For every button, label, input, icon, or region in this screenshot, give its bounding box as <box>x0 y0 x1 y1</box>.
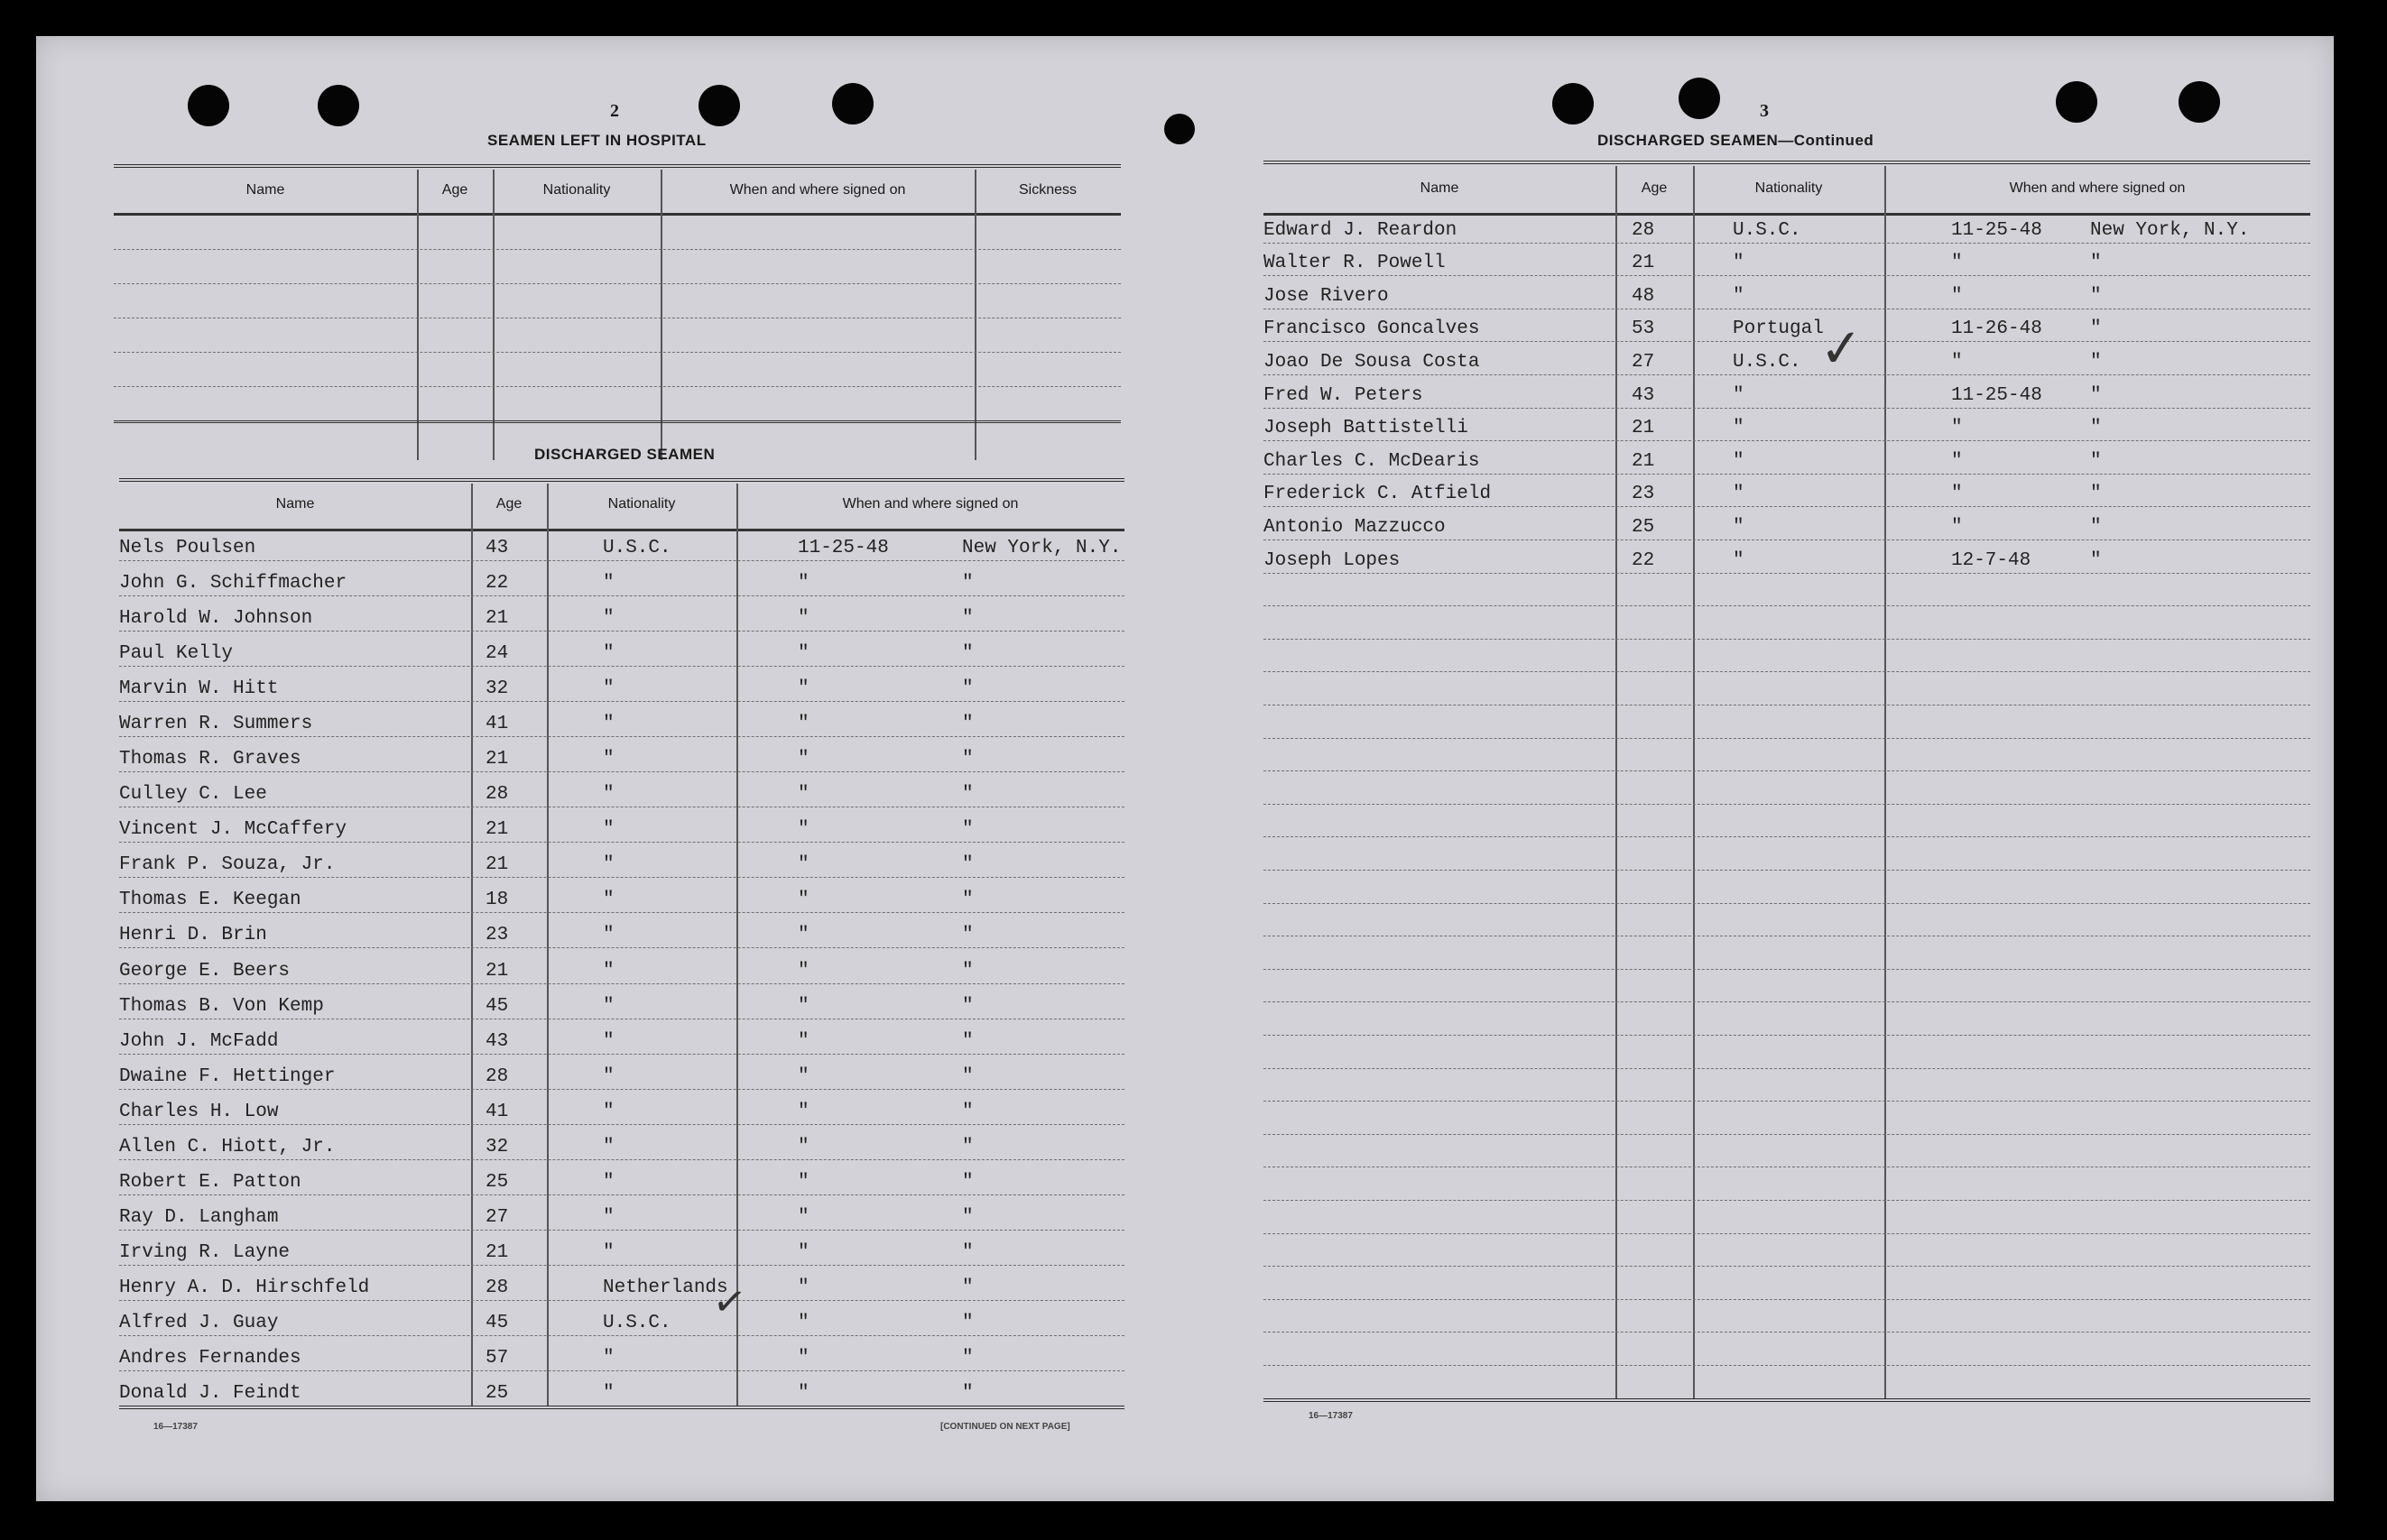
header-age: Age <box>495 496 523 512</box>
signed-on-place: New York, N.Y. <box>2090 219 2250 241</box>
seaman-age: 24 <box>486 643 509 665</box>
signed-on-date: " <box>798 1101 810 1122</box>
header-signed-on: When and where signed on <box>729 182 906 198</box>
table-row <box>119 1265 1124 1301</box>
seaman-age: 27 <box>1632 351 1655 373</box>
seaman-age: 21 <box>486 1241 509 1263</box>
table-row <box>119 842 1124 878</box>
seaman-nationality: U.S.C. <box>1733 351 1801 373</box>
seaman-nationality: " <box>603 714 615 735</box>
signed-on-place: New York, N.Y. <box>962 538 1122 559</box>
signed-on-date: " <box>798 854 810 876</box>
signed-on-place: " <box>962 1277 974 1298</box>
table-row <box>1263 836 2310 871</box>
signed-on-place: " <box>2090 285 2102 307</box>
seaman-age: 32 <box>486 678 509 700</box>
check-mark: ✓ <box>709 1277 750 1328</box>
seaman-name: Allen C. Hiott, Jr. <box>119 1136 336 1157</box>
seaman-age: 25 <box>1632 516 1655 538</box>
seaman-age: 22 <box>1632 549 1655 571</box>
table-row <box>1263 804 2310 838</box>
seaman-age: 21 <box>1632 450 1655 472</box>
seaman-name: Thomas E. Keegan <box>119 890 301 911</box>
seaman-name: Joseph Battistelli <box>1263 418 1468 439</box>
seaman-nationality: " <box>603 643 615 665</box>
seaman-name: John G. Schiffmacher <box>119 573 347 595</box>
table-row <box>1263 969 2310 1003</box>
table-row <box>1263 1233 2310 1268</box>
seaman-age: 43 <box>486 1030 509 1052</box>
signed-on-date: " <box>798 1136 810 1157</box>
hospital-table <box>114 164 1121 462</box>
table-row <box>1263 770 2310 805</box>
signed-on-date: " <box>798 1206 810 1228</box>
table-row <box>119 1370 1124 1406</box>
discharged-table-right <box>1263 161 2310 1442</box>
seaman-name: Joao De Sousa Costa <box>1263 351 1480 373</box>
seaman-age: 28 <box>486 1277 509 1298</box>
punch-hole <box>2056 81 2097 123</box>
signed-on-place: " <box>962 714 974 735</box>
seaman-nationality: " <box>603 1347 615 1369</box>
signed-on-place: " <box>962 1171 974 1193</box>
signed-on-date: " <box>798 678 810 700</box>
signed-on-place: " <box>962 925 974 946</box>
signed-on-date: " <box>1951 351 1963 373</box>
seaman-name: Dwaine F. Hettinger <box>119 1065 336 1087</box>
page-number-left: 2 <box>610 101 619 121</box>
seaman-name: Charles C. McDearis <box>1263 450 1480 472</box>
seaman-nationality: U.S.C. <box>603 1312 671 1333</box>
seaman-nationality: " <box>603 1241 615 1263</box>
table-row <box>1263 243 2310 277</box>
header-nationality: Nationality <box>1754 180 1823 196</box>
seaman-age: 43 <box>1632 384 1655 406</box>
seaman-name: Robert E. Patton <box>119 1171 301 1193</box>
signed-on-date: 11-25-48 <box>1951 219 2042 241</box>
seaman-nationality: Netherlands <box>603 1277 728 1298</box>
seaman-name: Vincent J. McCaffery <box>119 819 347 841</box>
table-row <box>119 1019 1124 1055</box>
seaman-nationality: " <box>603 1206 615 1228</box>
seaman-name: Donald J. Feindt <box>119 1382 301 1404</box>
signed-on-date: " <box>798 643 810 665</box>
signed-on-place: " <box>962 608 974 630</box>
seaman-nationality: U.S.C. <box>603 538 671 559</box>
seaman-age: 21 <box>486 960 509 982</box>
seaman-age: 45 <box>486 995 509 1017</box>
table-row <box>1263 738 2310 772</box>
punch-hole <box>1679 78 1720 119</box>
table-row <box>119 631 1124 667</box>
table-row <box>1263 1068 2310 1102</box>
header-name: Name <box>1420 180 1459 196</box>
signed-on-date: 11-25-48 <box>1951 384 2042 406</box>
header-age: Age <box>441 182 468 198</box>
seaman-name: Frederick C. Atfield <box>1263 484 1492 505</box>
table-row <box>1263 506 2310 540</box>
seaman-nationality: " <box>1733 516 1744 538</box>
table-row <box>119 560 1124 596</box>
seaman-nationality: " <box>1733 484 1744 505</box>
seaman-nationality: " <box>603 784 615 806</box>
seaman-name: Charles H. Low <box>119 1101 279 1122</box>
signed-on-date: " <box>1951 484 1963 505</box>
table-row <box>1263 374 2310 409</box>
table-row <box>119 1300 1124 1336</box>
seaman-name: Fred W. Peters <box>1263 384 1423 406</box>
seaman-age: 25 <box>486 1171 509 1193</box>
seaman-nationality: " <box>1733 253 1744 274</box>
seaman-name: Warren R. Summers <box>119 714 313 735</box>
seaman-age: 41 <box>486 1101 509 1122</box>
table-row <box>1263 1299 2310 1333</box>
discharged-title-left: DISCHARGED SEAMEN <box>534 446 716 463</box>
signed-on-place: " <box>962 819 974 841</box>
signed-on-place: " <box>962 643 974 665</box>
table-row <box>1263 671 2310 705</box>
seaman-age: 21 <box>486 819 509 841</box>
seaman-name: Frank P. Souza, Jr. <box>119 854 336 876</box>
form-number-right: 16—17387 <box>1309 1411 1353 1421</box>
signed-on-place: " <box>962 573 974 595</box>
table-row <box>1263 1266 2310 1300</box>
table-row <box>1263 705 2310 739</box>
seaman-nationality: " <box>603 608 615 630</box>
hospital-title: SEAMEN LEFT IN HOSPITAL <box>487 132 707 149</box>
seaman-age: 57 <box>486 1347 509 1369</box>
punch-hole <box>1552 83 1594 124</box>
seaman-age: 21 <box>486 854 509 876</box>
signed-on-date: " <box>798 1030 810 1052</box>
seaman-name: Paul Kelly <box>119 643 234 665</box>
signed-on-date: " <box>798 573 810 595</box>
header-nationality: Nationality <box>607 496 676 512</box>
seaman-age: 48 <box>1632 285 1655 307</box>
signed-on-place: " <box>962 1065 974 1087</box>
table-row <box>119 807 1124 843</box>
table-row <box>119 1230 1124 1266</box>
seaman-name: Walter R. Powell <box>1263 253 1446 274</box>
seaman-nationality: " <box>1733 549 1744 571</box>
signed-on-date: 12-7-48 <box>1951 549 2031 571</box>
signed-on-date: 11-25-48 <box>798 538 889 559</box>
signed-on-place: " <box>2090 516 2102 538</box>
signed-on-place: " <box>2090 384 2102 406</box>
signed-on-date: " <box>798 925 810 946</box>
form-number-left: 16—17387 <box>153 1422 198 1432</box>
seaman-age: 21 <box>1632 418 1655 439</box>
table-row <box>119 877 1124 913</box>
seaman-nationality: " <box>603 1171 615 1193</box>
signed-on-date: " <box>1951 285 1963 307</box>
seaman-name: Henry A. D. Hirschfeld <box>119 1277 370 1298</box>
check-mark: ✓ <box>1817 316 1865 381</box>
seaman-nationality: " <box>603 1065 615 1087</box>
signed-on-place: " <box>2090 318 2102 340</box>
signed-on-place: " <box>962 1206 974 1228</box>
seaman-name: Culley C. Lee <box>119 784 267 806</box>
table-row <box>1263 209 2310 244</box>
seaman-nationality: " <box>603 960 615 982</box>
signed-on-place: " <box>962 1136 974 1157</box>
table-row <box>1263 605 2310 640</box>
seaman-nationality: U.S.C. <box>1733 219 1801 241</box>
table-row <box>119 912 1124 948</box>
punch-hole <box>2179 81 2220 123</box>
seaman-age: 41 <box>486 714 509 735</box>
signed-on-place: " <box>2090 253 2102 274</box>
table-row <box>119 736 1124 772</box>
header-name: Name <box>275 496 315 512</box>
table-row <box>1263 936 2310 970</box>
table-row <box>1263 1101 2310 1135</box>
table-row <box>1263 408 2310 442</box>
table-row <box>119 947 1124 983</box>
table-row <box>1263 1035 2310 1069</box>
table-row <box>1263 1167 2310 1201</box>
signed-on-date: " <box>798 1277 810 1298</box>
signed-on-place: " <box>962 960 974 982</box>
table-row <box>1263 903 2310 937</box>
seaman-name: Irving R. Layne <box>119 1241 291 1263</box>
table-row <box>1263 573 2310 607</box>
header-signed-on: When and where signed on <box>2009 180 2186 196</box>
signed-on-date: " <box>798 714 810 735</box>
table-row <box>1263 1134 2310 1168</box>
table-row <box>119 1159 1124 1195</box>
seaman-age: 21 <box>486 749 509 770</box>
signed-on-date: " <box>798 1382 810 1404</box>
signed-on-date: " <box>798 1171 810 1193</box>
seaman-nationality: " <box>603 749 615 770</box>
table-row <box>1263 440 2310 475</box>
header-signed-on: When and where signed on <box>842 496 1019 512</box>
signed-on-date: " <box>798 1312 810 1333</box>
seaman-name: Andres Fernandes <box>119 1347 301 1369</box>
seaman-age: 23 <box>486 925 509 946</box>
seaman-nationality: " <box>603 1382 615 1404</box>
seaman-nationality: " <box>603 1030 615 1052</box>
continued-note: [CONTINUED ON NEXT PAGE] <box>940 1422 1070 1432</box>
seaman-nationality: " <box>603 995 615 1017</box>
signed-on-place: " <box>962 1030 974 1052</box>
signed-on-place: " <box>962 749 974 770</box>
seaman-name: Henri D. Brin <box>119 925 267 946</box>
seaman-nationality: " <box>1733 418 1744 439</box>
signed-on-place: " <box>962 1382 974 1404</box>
table-row <box>1263 309 2310 343</box>
seaman-name: Alfred J. Guay <box>119 1312 279 1333</box>
table-row <box>1263 1332 2310 1366</box>
signed-on-date: " <box>798 819 810 841</box>
signed-on-date: " <box>798 1347 810 1369</box>
signed-on-place: " <box>962 995 974 1017</box>
table-row <box>1263 539 2310 574</box>
seaman-age: 23 <box>1632 484 1655 505</box>
seaman-name: Edward J. Reardon <box>1263 219 1457 241</box>
signed-on-place: " <box>962 1241 974 1263</box>
signed-on-date: " <box>1951 450 1963 472</box>
seaman-nationality: " <box>603 1136 615 1157</box>
table-row <box>119 525 1124 561</box>
seaman-name: Jose Rivero <box>1263 285 1389 307</box>
table-row <box>1263 474 2310 508</box>
signed-on-place: " <box>2090 450 2102 472</box>
page-number-right: 3 <box>1760 101 1769 121</box>
seaman-name: John J. McFadd <box>119 1030 279 1052</box>
signed-on-place: " <box>962 1312 974 1333</box>
table-row <box>119 1335 1124 1371</box>
table-row <box>119 983 1124 1019</box>
signed-on-date: " <box>798 1241 810 1263</box>
table-row <box>119 666 1124 702</box>
seaman-name: Joseph Lopes <box>1263 549 1401 571</box>
table-row <box>119 1124 1124 1160</box>
header-nationality: Nationality <box>542 182 611 198</box>
seaman-name: Francisco Goncalves <box>1263 318 1480 340</box>
header-age: Age <box>1641 180 1668 196</box>
seaman-nationality: " <box>603 925 615 946</box>
signed-on-date: " <box>798 784 810 806</box>
table-row <box>119 701 1124 737</box>
seaman-nationality: " <box>603 573 615 595</box>
table-row <box>1263 341 2310 375</box>
seaman-nationality: Portugal <box>1733 318 1824 340</box>
signed-on-date: " <box>798 995 810 1017</box>
seaman-nationality: " <box>1733 285 1744 307</box>
table-row <box>119 595 1124 632</box>
seaman-age: 21 <box>486 608 509 630</box>
signed-on-date: " <box>1951 516 1963 538</box>
signed-on-place: " <box>2090 549 2102 571</box>
punch-hole <box>1164 114 1195 144</box>
table-row <box>1263 1365 2310 1399</box>
seaman-nationality: " <box>603 1101 615 1122</box>
table-row <box>119 1194 1124 1231</box>
seaman-age: 18 <box>486 890 509 911</box>
seaman-age: 43 <box>486 538 509 559</box>
seaman-nationality: " <box>1733 384 1744 406</box>
signed-on-date: " <box>1951 418 1963 439</box>
seaman-name: Antonio Mazzucco <box>1263 516 1446 538</box>
seaman-name: Ray D. Langham <box>119 1206 279 1228</box>
signed-on-place: " <box>962 854 974 876</box>
signed-on-place: " <box>962 1347 974 1369</box>
table-row <box>1263 275 2310 309</box>
seaman-name: George E. Beers <box>119 960 291 982</box>
seaman-nationality: " <box>603 819 615 841</box>
table-row <box>119 771 1124 807</box>
seaman-age: 21 <box>1632 253 1655 274</box>
signed-on-place: " <box>962 890 974 911</box>
seaman-age: 53 <box>1632 318 1655 340</box>
table-row <box>119 1089 1124 1125</box>
table-row <box>1263 870 2310 904</box>
crew-list-sheet <box>36 36 2334 1501</box>
seaman-age: 22 <box>486 573 509 595</box>
seaman-nationality: " <box>603 678 615 700</box>
signed-on-place: " <box>962 1101 974 1122</box>
table-row <box>1263 1001 2310 1036</box>
signed-on-date: 11-26-48 <box>1951 318 2042 340</box>
punch-hole <box>832 83 874 124</box>
header-name: Name <box>245 182 285 198</box>
seaman-age: 28 <box>1632 219 1655 241</box>
signed-on-place: " <box>962 678 974 700</box>
table-row <box>119 1054 1124 1090</box>
signed-on-place: " <box>2090 484 2102 505</box>
table-row <box>1263 639 2310 673</box>
punch-hole <box>188 85 229 126</box>
seaman-nationality: " <box>603 854 615 876</box>
seaman-name: Harold W. Johnson <box>119 608 313 630</box>
signed-on-date: " <box>1951 253 1963 274</box>
signed-on-place: " <box>2090 351 2102 373</box>
signed-on-date: " <box>798 1065 810 1087</box>
signed-on-date: " <box>798 890 810 911</box>
discharged-table-left <box>119 478 1124 1452</box>
seaman-name: Marvin W. Hitt <box>119 678 279 700</box>
seaman-age: 45 <box>486 1312 509 1333</box>
header-sickness: Sickness <box>1018 182 1078 198</box>
signed-on-date: " <box>798 960 810 982</box>
signed-on-date: " <box>798 749 810 770</box>
signed-on-place: " <box>2090 418 2102 439</box>
table-row <box>1263 1200 2310 1234</box>
seaman-age: 32 <box>486 1136 509 1157</box>
seaman-nationality: " <box>1733 450 1744 472</box>
seaman-age: 28 <box>486 1065 509 1087</box>
seaman-name: Thomas R. Graves <box>119 749 301 770</box>
signed-on-place: " <box>962 784 974 806</box>
seaman-nationality: " <box>603 890 615 911</box>
seaman-age: 28 <box>486 784 509 806</box>
seaman-age: 27 <box>486 1206 509 1228</box>
seaman-name: Nels Poulsen <box>119 538 256 559</box>
signed-on-date: " <box>798 608 810 630</box>
seaman-name: Thomas B. Von Kemp <box>119 995 324 1017</box>
seaman-age: 25 <box>486 1382 509 1404</box>
discharged-title-right: DISCHARGED SEAMEN—Continued <box>1597 132 1874 149</box>
punch-hole <box>699 85 740 126</box>
punch-hole <box>318 85 359 126</box>
